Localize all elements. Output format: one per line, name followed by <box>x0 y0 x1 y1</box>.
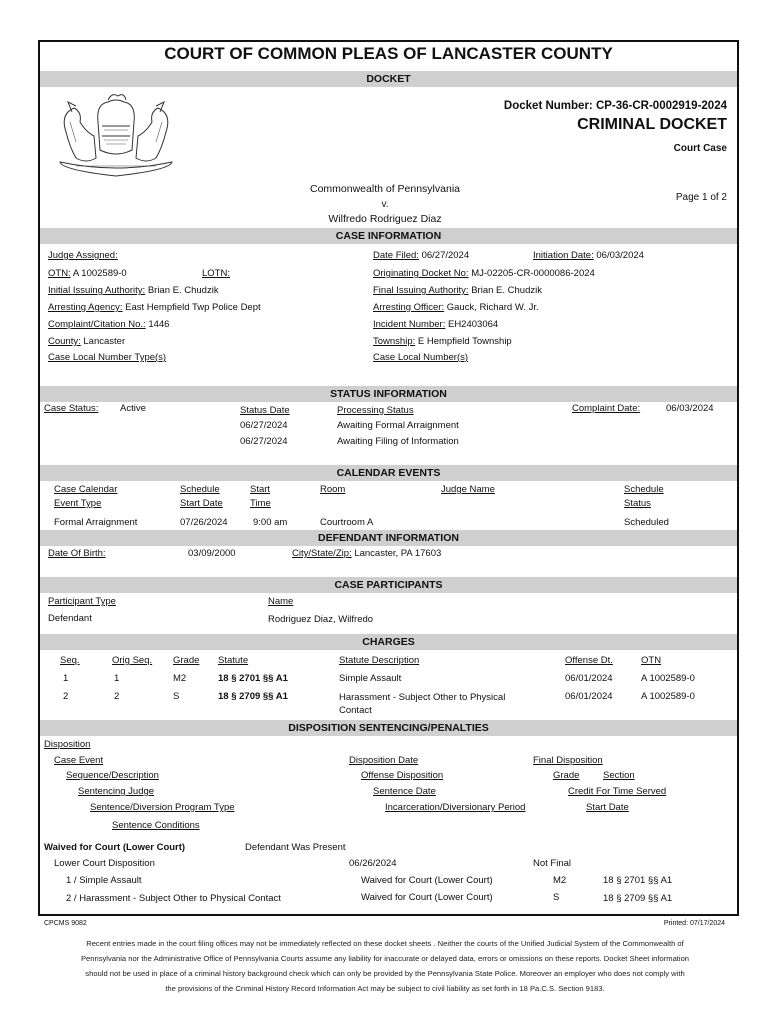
date-filed-label: Date Filed: <box>373 250 419 261</box>
cal-h-event-2: Event Type <box>54 498 102 509</box>
cal-h-status-1: Schedule <box>624 484 664 495</box>
initiation-date-value: 06/03/2024 <box>596 250 644 261</box>
charge-1-orig: 1 <box>114 673 120 684</box>
charge-1-grade: M2 <box>173 673 187 684</box>
charges-h-statute: Statute <box>218 655 249 666</box>
case-status-field <box>44 403 98 414</box>
charge-2-desc: Harassment - Subject Other to Physical <box>339 692 506 703</box>
cal-h-room: Room <box>320 484 346 495</box>
disp-h-sent-date: Sentence Date <box>373 786 436 797</box>
charges-h-desc: Statute Description <box>339 655 420 666</box>
participant-name-label: Name <box>268 596 294 607</box>
charges-bar: CHARGES <box>40 634 737 650</box>
disposition-bar: DISPOSITION SENTENCING/PENALTIES <box>40 720 737 736</box>
cal-h-event-1: Case Calendar <box>54 484 118 495</box>
charges-h-grade: Grade <box>173 655 200 666</box>
originating-docket-field <box>373 268 595 279</box>
charge-2-seq: 2 <box>63 691 69 702</box>
lower-court-disposition: Lower Court Disposition <box>54 858 155 869</box>
participant-type-label: Participant Type <box>48 596 116 607</box>
complaint-field <box>48 319 169 330</box>
arresting-officer-field <box>373 302 539 313</box>
charges-h-otn: OTN <box>641 655 662 666</box>
disp-h-seq-desc: Sequence/Description <box>66 770 159 781</box>
disp-h-date: Disposition Date <box>349 755 419 766</box>
cal-date: 07/26/2024 <box>180 517 228 528</box>
disp-h-program: Sentence/Diversion Program Type <box>90 802 235 813</box>
date-filed-value: 06/27/2024 <box>421 250 470 261</box>
cal-h-sched-1: Schedule <box>180 484 220 495</box>
final-authority-label: Final Issuing Authority: <box>373 285 469 296</box>
cal-h-start-2: Time <box>250 498 271 509</box>
county-value: Lancaster <box>83 336 126 347</box>
otn-label: OTN: <box>48 268 71 279</box>
status-date-label: Status Date <box>240 405 290 416</box>
disp-row-1-desc: 1 / Simple Assault <box>66 875 142 886</box>
case-local-numbers-label: Case Local Number(s) <box>373 352 469 363</box>
arresting-agency-value: East Hempfield Twp Police Dept <box>125 302 261 313</box>
township-field <box>373 336 512 347</box>
caption-versus: v. <box>381 199 389 210</box>
cal-h-status-2: Status <box>624 498 651 509</box>
cal-event: Formal Arraignment <box>54 517 138 528</box>
case-participants-bar: CASE PARTICIPANTS <box>40 577 737 593</box>
disp-row-2-grade: S <box>553 892 560 903</box>
defendant-information-bar: DEFENDANT INFORMATION <box>40 530 737 546</box>
initial-authority-value: Brian E. Chudzik <box>147 285 219 296</box>
case-local-type-label: Case Local Number Type(s) <box>48 352 167 363</box>
processing-status-2: Awaiting Filing of Information <box>337 436 459 447</box>
complaint-date-value: 06/03/2024 <box>666 403 714 414</box>
participant-type: Defendant <box>48 613 92 624</box>
dob-value: 03/09/2000 <box>188 548 236 559</box>
disp-row-2-disp: Waived for Court (Lower Court) <box>361 892 493 903</box>
charge-1-otn: A 1002589-0 <box>641 673 695 684</box>
city-value: Lancaster, PA 17603 <box>354 548 442 559</box>
lower-court-date: 06/26/2024 <box>349 858 397 869</box>
charge-2-orig: 2 <box>114 691 120 702</box>
processing-status-label: Processing Status <box>337 405 414 416</box>
charge-1-desc: Simple Assault <box>339 673 402 684</box>
otn-value: A 1002589-0 <box>72 268 127 279</box>
status-date-1: 06/27/2024 <box>240 420 288 431</box>
waived-label: Waived for Court (Lower Court) <box>44 842 186 853</box>
complaint-label: Complaint/Citation No.: <box>48 319 146 330</box>
township-value: E Hempfield Township <box>417 336 512 347</box>
disp-h-disposition: Disposition <box>44 739 91 750</box>
disp-h-sent-judge: Sentencing Judge <box>78 786 155 797</box>
charge-2-statute: 18 § 2709 §§ A1 <box>218 691 288 702</box>
initial-authority-field <box>48 285 219 296</box>
disp-h-credit: Credit For Time Served <box>568 786 667 797</box>
case-status-label: Case Status: <box>44 403 99 414</box>
judge-assigned-label: Judge Assigned: <box>48 250 118 261</box>
disp-row-2-desc: 2 / Harassment - Subject Other to Physical Contact <box>66 893 281 904</box>
charge-1-seq: 1 <box>63 673 69 684</box>
disp-h-final: Final Disposition <box>533 755 603 766</box>
disp-h-section: Section <box>603 770 635 781</box>
docket-type: CRIMINAL DOCKET <box>577 116 727 133</box>
arresting-officer-label: Arresting Officer: <box>373 302 445 313</box>
initiation-date-field <box>533 250 644 261</box>
cal-h-judge: Judge Name <box>441 484 495 495</box>
initial-authority-label: Initial Issuing Authority: <box>48 285 146 296</box>
waived-note: Defendant Was Present <box>245 842 346 853</box>
complaint-value: 1446 <box>148 319 170 330</box>
charges-h-orig: Orig Seq. <box>112 655 153 666</box>
case-information-bar: CASE INFORMATION <box>40 228 737 244</box>
disp-row-1-section: 18 § 2701 §§ A1 <box>603 875 673 886</box>
status-information-bar: STATUS INFORMATION <box>40 386 737 402</box>
charge-1-date: 06/01/2024 <box>565 673 613 684</box>
initiation-date-label: Initiation Date: <box>533 250 594 261</box>
cal-h-sched-2: Start Date <box>180 498 223 509</box>
disp-h-case-event: Case Event <box>54 755 104 766</box>
docket-number: Docket Number: CP-36-CR-0002919-2024 <box>503 100 727 112</box>
final-authority-value: Brian E. Chudzik <box>471 285 542 296</box>
final-authority-field <box>373 285 542 296</box>
county-label: County: <box>48 336 81 347</box>
caption-defendant: Wilfredo Rodriguez Diaz <box>328 213 442 225</box>
case-kind: Court Case <box>673 143 727 154</box>
court-title: COURT OF COMMON PLEAS OF LANCASTER COUNTY <box>164 44 613 63</box>
lower-court-final: Not Final <box>533 858 572 869</box>
dob-label: Date Of Birth: <box>48 548 106 559</box>
cal-status: Scheduled <box>624 517 669 528</box>
originating-docket-label: Originating Docket No: <box>373 268 469 279</box>
disp-h-offense-disp: Offense Disposition <box>361 770 444 781</box>
arresting-agency-label: Arresting Agency: <box>48 302 123 313</box>
disp-row-1-disp: Waived for Court (Lower Court) <box>361 875 493 886</box>
charge-2-grade: S <box>173 691 180 702</box>
charge-2-desc-cont: Contact <box>339 705 372 716</box>
status-date-2: 06/27/2024 <box>240 436 288 447</box>
arresting-officer-value: Gauck, Richard W. Jr. <box>446 302 539 313</box>
cal-room: Courtroom A <box>320 517 374 528</box>
charge-2-date: 06/01/2024 <box>565 691 613 702</box>
city-field <box>292 548 441 559</box>
township-label: Township: <box>373 336 416 347</box>
docket-bar: DOCKET <box>40 71 737 87</box>
pennsylvania-coat-of-arms-icon <box>46 92 186 178</box>
disp-h-conditions: Sentence Conditions <box>112 820 200 831</box>
page-indicator: Page 1 of 2 <box>675 192 727 203</box>
city-label: City/State/Zip: <box>292 548 352 559</box>
disp-h-grade: Grade <box>553 770 580 781</box>
form-id: CPCMS 9082 <box>44 920 87 927</box>
disp-row-1-grade: M2 <box>553 875 567 886</box>
disp-h-start: Start Date <box>586 802 629 813</box>
charge-1-statute: 18 § 2701 §§ A1 <box>218 673 288 684</box>
cal-time: 9:00 am <box>253 517 288 528</box>
case-status-value: Active <box>120 403 146 414</box>
caption-plaintiff: Commonwealth of Pennsylvania <box>310 183 460 195</box>
disclaimer-text: Recent entries made in the court filing offices may not be immediately reflected on these docket sheets . Neither the courts of the Unified Judicial System of the Commonwealth of Pennsylvania nor the Administrative Office of Pennsylvania Courts assume any liability for inaccurate or delayed data, errors or omissions on these reports. Docket Sheet information should not be used in place of a criminal history background check which can only be provided by the Pennsylvania State Police. Moreover an employer who does not comply with the provisions of the Criminal History Record Information Act may be subject to civil liability as set forth in 18 Pa.C.S. Section 9183. <box>80 939 690 993</box>
originating-docket-value: MJ-02205-CR-0000086-2024 <box>471 268 595 279</box>
cal-h-start-1: Start <box>250 484 271 495</box>
disp-row-2-section: 18 § 2709 §§ A1 <box>603 893 673 904</box>
charges-h-seq: Seq. <box>60 655 80 666</box>
charges-h-date: Offense Dt. <box>565 655 613 666</box>
complaint-date-label: Complaint Date: <box>572 403 641 414</box>
lotn-label: LOTN: <box>202 268 230 279</box>
disp-h-incarceration: Incarceration/Diversionary Period <box>385 802 526 813</box>
incident-value: EH2403064 <box>447 319 499 330</box>
arresting-agency-field <box>48 302 261 313</box>
date-filed-field <box>373 250 469 261</box>
processing-status-1: Awaiting Formal Arraignment <box>337 420 459 431</box>
incident-field <box>373 319 498 330</box>
calendar-events-bar: CALENDAR EVENTS <box>40 465 737 481</box>
participant-name: Rodriguez Diaz, Wilfredo <box>268 614 374 625</box>
printed-date: Printed: 07/17/2024 <box>663 920 725 927</box>
charge-2-otn: A 1002589-0 <box>641 691 695 702</box>
incident-label: Incident Number: <box>373 319 446 330</box>
county-field <box>48 336 125 347</box>
otn-field <box>48 268 127 279</box>
